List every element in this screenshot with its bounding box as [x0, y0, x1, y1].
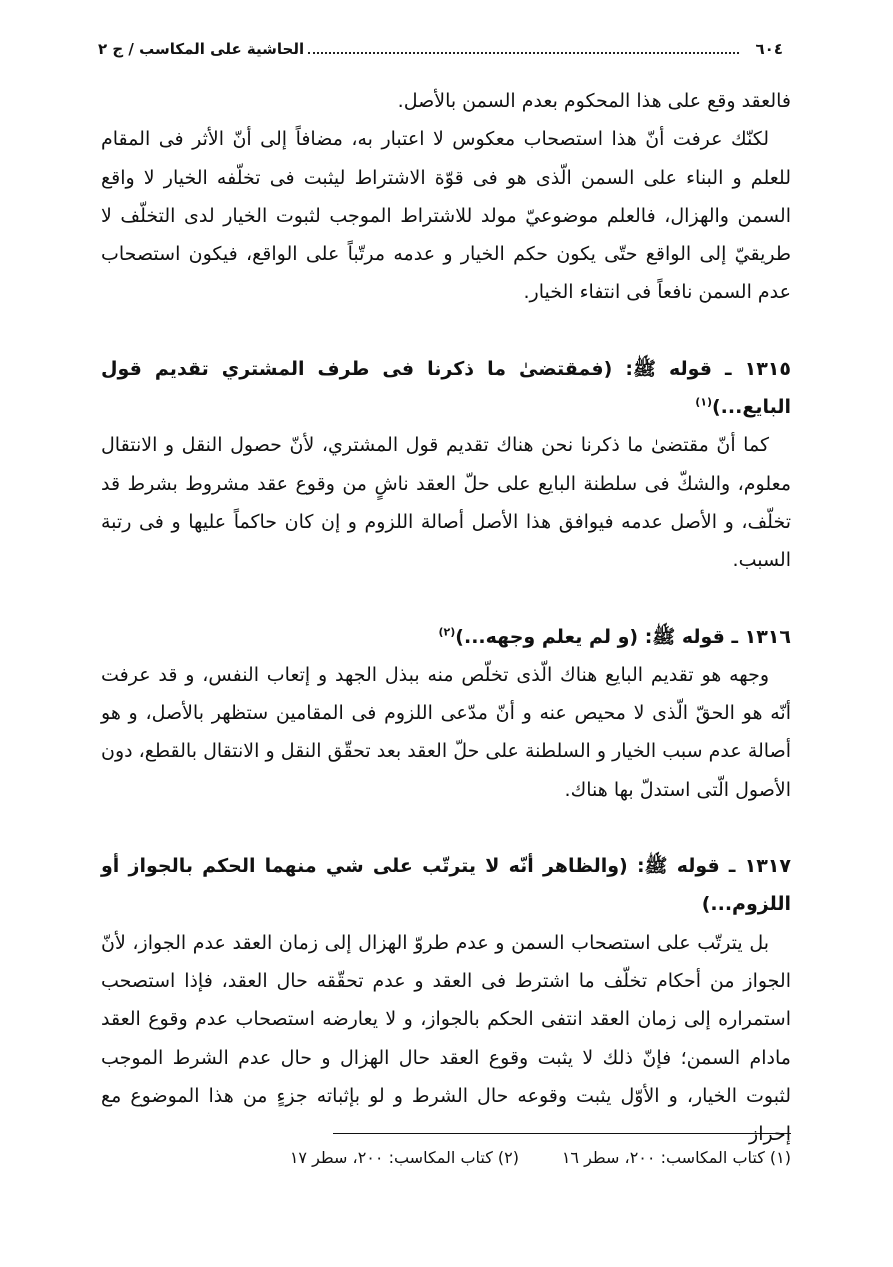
- section-1315-text: كما أنّ مقتضىٰ ما ذكرنا نحن هناك تقديم قول المشتري، لأنّ حصول النقل و الانتقال معلوم، والشكّ فى سلطنة البايع على حلّ العقد ناشٍ من وقوع عقد مشروط بشرط قد تخلّف، و الأصل عدمه فيوافق هذا الأصل أصالة اللزوم و إن كان حاكماً عليها و فى رتبة السبب.: [101, 434, 791, 572]
- running-title: الحاشية على المكاسب / ج ٢: [98, 40, 305, 58]
- page-number: ٦٠٤: [755, 40, 783, 58]
- section-1316-heading: [101, 618, 791, 656]
- footnote-divider: [333, 1133, 791, 1134]
- section-1317-text: بل يترتّب على استصحاب السمن و عدم طروّ الهزال إلى زمان العقد عدم الجواز، لأنّ الجواز من أحكام تخلّف ما اشترط فى العقد و عدم تحقّقه حال العقد، فإذا استصحب استمراره إلى زمان العقد انتفى الحكم بالجواز، و لا يعارضه استصحاب عدم وقوع العقد مادام السمن؛ فإنّ ذلك لا يثبت وقوع العقد حال الهزال و حال عدم الشرط الموجب لثبوت الخيار، و الأوّل يثبت وقوعه حال الشرط و لو بإثباته جزءٍ من هذا الموضوع مع إحراز: [101, 931, 791, 1146]
- paragraph-2: لكنّك عرفت أنّ هذا استصحاب معكوس لا اعتبار به، مضافاً إلى أنّ الأثر فى المقام للعلم و البناء على السمن الّذى هو فى قوّة الاشتراط ليثبت فى تخلّفه الخيار لا واقع السمن والهزال، فالعلم موضوعيّ مولد للاشتراط الموجب لثبوت الخيار لدى التخلّف لا طريقيّ إلى الواقع حتّى يكون حكم الخيار و عدمه مرتّباً على الواقع، فيكون استصحاب عدم السمن نافعاً فى انتفاء الخيار.: [101, 128, 791, 304]
- footnote-2: (٢) كتاب المكاسب: ٢٠٠، سطر ١٧: [289, 1148, 519, 1167]
- section-spacer: [101, 580, 791, 618]
- footnote-ref-1: (١): [695, 395, 712, 409]
- running-header: [98, 36, 783, 62]
- paragraph-1: فالعقد وقع على هذا المحكوم بعدم السمن بالأصل.: [397, 90, 791, 112]
- section-1316-text: وجهه هو تقديم البايع هناك الّذى تخلّص منه ببذل الجهد و إتعاب النفس، و قد عرفت أنّه هو الحقّ الّذى لا محيص عنه و أنّ مدّعى اللزوم فى المقامين ستظهر بالأصل، و هو أصالة عدم سبب الخيار و السلطنة على حلّ العقد بعد تحقّق النقل و الانتقال بالقطع، دون الأصول الّتى استدلّ بها هناك.: [101, 663, 791, 801]
- section-1315-heading-text: ١٣١٥ ـ قوله ﷺ: (فمقتضىٰ ما ذكرنا فى طرف المشتري تقديم قول البايع...): [101, 357, 791, 419]
- section-1316-heading-text: ١٣١٦ ـ قوله ﷺ: (و لم يعلم وجهه...): [455, 625, 791, 648]
- section-spacer: [101, 312, 791, 350]
- page-body: [101, 82, 791, 1153]
- section-1317-heading: ١٣١٧ ـ قوله ﷺ: (والظاهر أنّه لا يترتّب على شي منهما الحكم بالجواز أو اللزوم...): [101, 855, 791, 916]
- section-spacer: [101, 809, 791, 847]
- footnote-1: (١) كتاب المكاسب: ٢٠٠، سطر ١٦: [561, 1148, 791, 1167]
- section-1315-heading: [101, 350, 791, 427]
- header-dot-leader: [308, 42, 739, 54]
- footnote-ref-2: (٢): [438, 625, 456, 639]
